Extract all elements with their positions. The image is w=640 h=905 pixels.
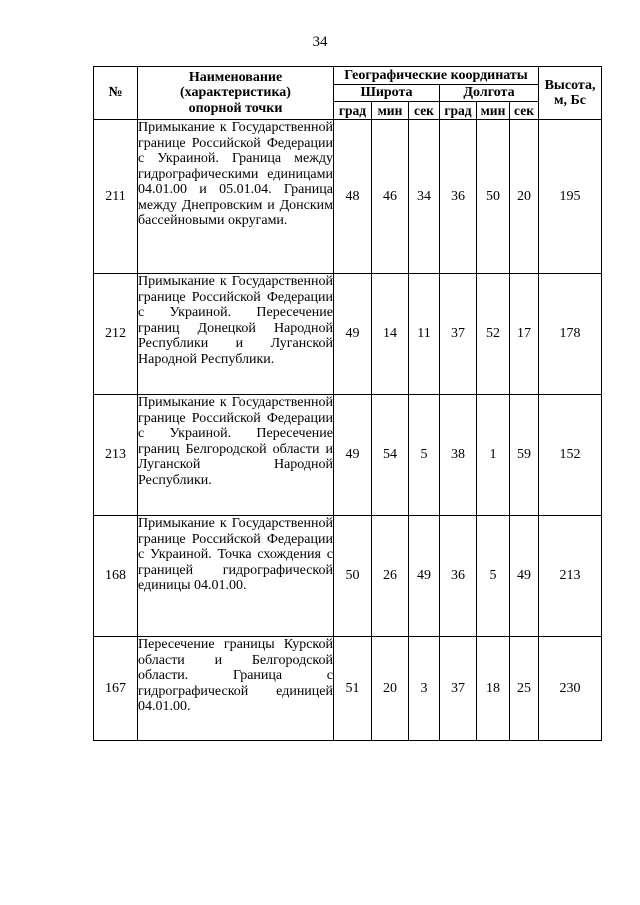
header-lon-sec: сек <box>510 102 539 120</box>
header-height-line1: Высота, <box>544 77 596 93</box>
table-row <box>94 637 602 741</box>
lon-deg: 37 <box>440 637 477 741</box>
lon-sec: 17 <box>510 274 539 395</box>
lat-deg: 50 <box>334 516 372 637</box>
lat-sec: 34 <box>409 120 440 274</box>
header-lat-deg: град <box>334 102 372 120</box>
row-description: Пересечение границы Курской области и Белгородской области. Граница с гидрографической единицей 04.01.00. <box>138 637 334 741</box>
header-lat-sec: сек <box>409 102 440 120</box>
lon-deg: 36 <box>440 120 477 274</box>
row-description: Примыкание к Государственной границе Российской Федерации с Украиной. Граница между гидрографическими единицами 04.01.00 и 05.01.04. Граница между Днепровским и Донским бассейновыми округами. <box>138 120 334 274</box>
height-value: 230 <box>539 637 602 741</box>
table-row <box>94 395 602 516</box>
row-number: 211 <box>94 120 138 274</box>
lat-sec: 3 <box>409 637 440 741</box>
header-latitude: Широта <box>334 85 440 102</box>
header-longitude: Долгота <box>440 85 539 102</box>
lon-deg: 37 <box>440 274 477 395</box>
row-number: 212 <box>94 274 138 395</box>
header-height <box>539 67 602 120</box>
height-value: 178 <box>539 274 602 395</box>
lon-min: 52 <box>477 274 510 395</box>
lon-deg: 38 <box>440 395 477 516</box>
lat-deg: 49 <box>334 274 372 395</box>
lat-min: 14 <box>372 274 409 395</box>
table-row <box>94 274 602 395</box>
lon-sec: 59 <box>510 395 539 516</box>
header-coordinates: Географические координаты <box>334 67 539 85</box>
row-number: 167 <box>94 637 138 741</box>
header-height-line2: м, Бс <box>554 93 587 108</box>
lon-min: 50 <box>477 120 510 274</box>
table-row <box>94 120 602 274</box>
header-name-line3: опорной точки <box>188 100 283 116</box>
height-value: 213 <box>539 516 602 637</box>
header-lon-min: мин <box>477 102 510 120</box>
lon-sec: 20 <box>510 120 539 274</box>
lon-sec: 25 <box>510 637 539 741</box>
row-description: Примыкание к Государственной границе Российской Федерации с Украиной. Пересечение границ Донецкой Народной Республики и Луганской Народной Республики. <box>138 274 334 395</box>
table-row <box>94 516 602 637</box>
header-number: № <box>94 67 138 120</box>
height-value: 152 <box>539 395 602 516</box>
lat-min: 20 <box>372 637 409 741</box>
page-number: 34 <box>312 34 328 50</box>
lat-deg: 51 <box>334 637 372 741</box>
height-value: 195 <box>539 120 602 274</box>
lat-deg: 49 <box>334 395 372 516</box>
header-name-line2: (характеристика) <box>180 85 291 101</box>
lon-min: 1 <box>477 395 510 516</box>
lat-sec: 49 <box>409 516 440 637</box>
row-number: 168 <box>94 516 138 637</box>
lat-min: 54 <box>372 395 409 516</box>
lat-deg: 48 <box>334 120 372 274</box>
row-number: 213 <box>94 395 138 516</box>
lat-min: 46 <box>372 120 409 274</box>
row-description: Примыкание к Государственной границе Российской Федерации с Украиной. Точка схождения с границей гидрографической единицы 04.01.00. <box>138 516 334 637</box>
lat-min: 26 <box>372 516 409 637</box>
lat-sec: 11 <box>409 274 440 395</box>
lat-sec: 5 <box>409 395 440 516</box>
header-name-line1: Наименование <box>188 69 283 85</box>
lon-min: 5 <box>477 516 510 637</box>
coordinates-table <box>93 66 602 741</box>
lon-deg: 36 <box>440 516 477 637</box>
row-description: Примыкание к Государственной границе Российской Федерации с Украиной. Пересечение границ Белгородской области и Луганской Народной Республики. <box>138 395 334 516</box>
header-lon-deg: град <box>440 102 477 120</box>
header-lat-min: мин <box>372 102 409 120</box>
lon-sec: 49 <box>510 516 539 637</box>
lon-min: 18 <box>477 637 510 741</box>
header-name <box>138 67 334 120</box>
